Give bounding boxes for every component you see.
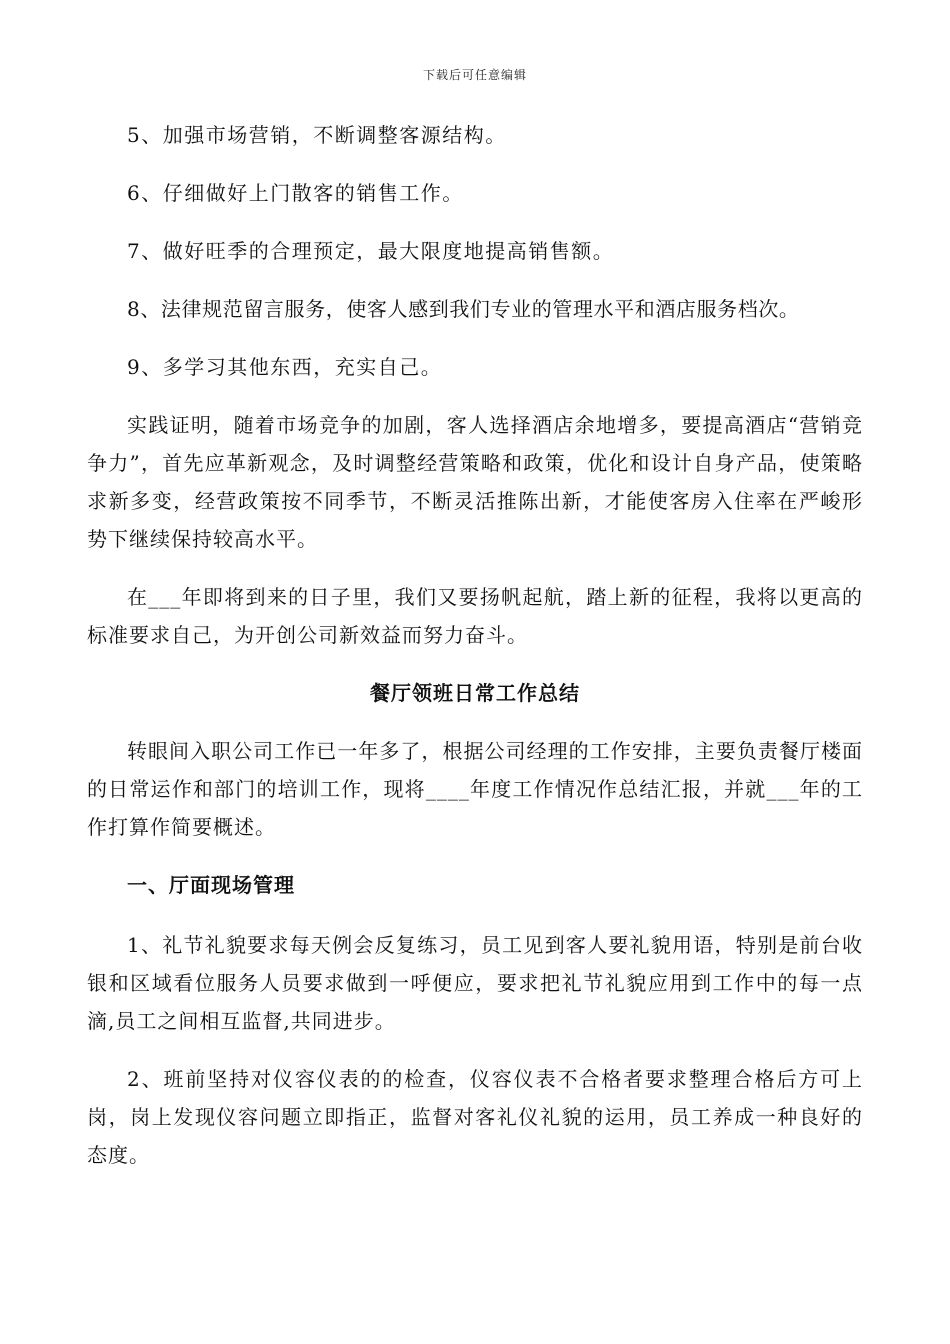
section-heading: 一、厅面现场管理 (127, 873, 295, 897)
list-item: 9、多学习其他东西，充实自己。 (127, 355, 443, 379)
intro-paragraph: 转眼间入职公司工作已一年多了，根据公司经理的工作安排，主要负责餐厅楼面的日常运作和部门的培训工作，现将____年度工作情况作总结汇报，并就___年的工作打算作简要概述。 (87, 739, 863, 839)
list-item: 8、法律规范留言服务，使客人感到我们专业的管理水平和酒店服务档次。 (127, 297, 800, 321)
body-paragraph: 在___年即将到来的日子里，我们又要扬帆起航，踏上新的征程，我将以更高的标准要求自己，为开创公司新效益而努力奋斗。 (87, 585, 863, 647)
document-body (87, 116, 863, 1194)
document-title: 餐厅领班日常工作总结 (370, 681, 580, 705)
page-header: 下载后可任意编辑 (422, 68, 527, 82)
list-item: 7、做好旺季的合理预定，最大限度地提高销售额。 (127, 239, 615, 263)
section-point: 2、班前坚持对仪容仪表的的检查，仪容仪表不合格者要求整理合格后方可上岗，岗上发现仪容问题立即指正，监督对客礼仪礼貌的运用，员工养成一种良好的态度。 (87, 1067, 863, 1167)
list-item: 5、加强市场营销，不断调整客源结构。 (127, 123, 507, 147)
body-paragraph: 实践证明，随着市场竞争的加剧，客人选择酒店余地增多，要提高酒店“营销竞争力”，首先应革新观念，及时调整经营策略和政策，优化和设计自身产品，使策略求新多变，经营政策按不同季节，不断灵活推陈出新，才能使客房入住率在严峻形势下继续保持较高水平。 (87, 413, 863, 551)
list-item: 6、仔细做好上门散客的销售工作。 (127, 181, 464, 205)
section-point: 1、礼节礼貌要求每天例会反复练习，员工见到客人要礼貌用语，特别是前台收银和区域看位服务人员要求做到一呼便应，要求把礼节礼貌应用到工作中的每一点滴,员工之间相互监督,共同进步。 (87, 933, 863, 1033)
